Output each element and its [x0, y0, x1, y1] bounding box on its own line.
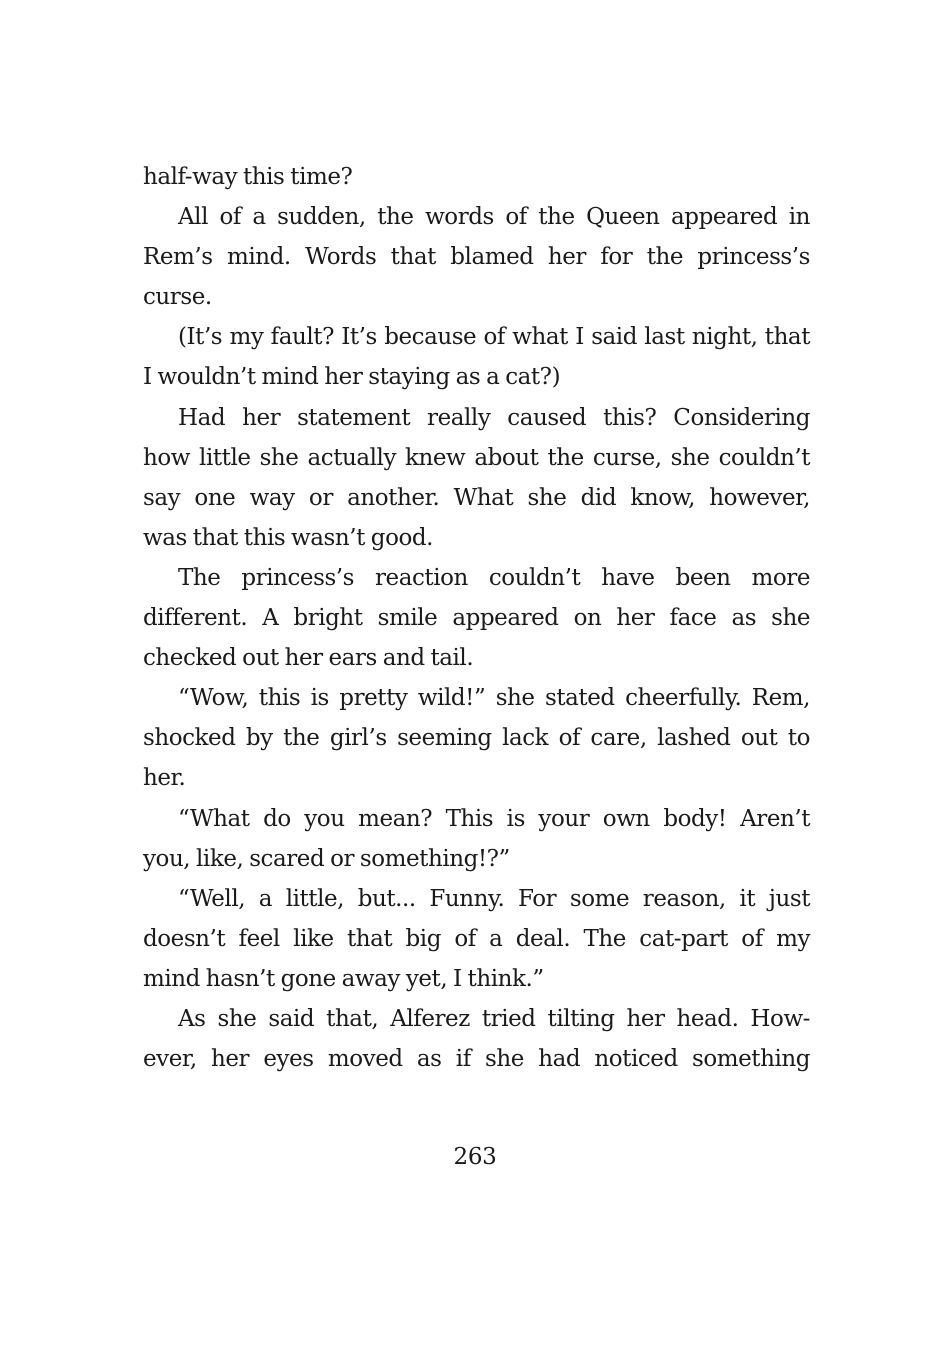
text-line: curse.: [143, 284, 212, 311]
text-line: how little she actually knew about the curse, she couldn’t: [143, 444, 810, 471]
text-line: half-way this time?: [143, 164, 353, 190]
text-line: “Wow, this is pretty wild!” she stated cheerfully. Rem,: [178, 685, 810, 712]
text-line: The princess’s reaction couldn’t have been more: [178, 564, 810, 591]
page-number: 263: [453, 1144, 497, 1170]
text-line: “Well, a little, but... Funny. For some reason, it just: [178, 885, 810, 912]
text-line: mind hasn’t gone away yet, I think.”: [143, 965, 544, 992]
body-text: [143, 157, 810, 1079]
text-line: All of a sudden, the words of the Queen appeared in: [178, 204, 810, 231]
text-line: “What do you mean? This is your own body! Aren’t: [178, 805, 810, 832]
text-line: say one way or another. What she did know, however,: [143, 484, 810, 511]
text-line: different. A bright smile appeared on her face as she: [143, 605, 810, 632]
text-line: Rem’s mind. Words that blamed her for the princess’s: [143, 244, 810, 271]
text-line: ever, her eyes moved as if she had noticed something: [143, 1046, 810, 1073]
text-line: her.: [143, 765, 186, 792]
text-line: I wouldn’t mind her staying as a cat?): [143, 364, 561, 391]
text-line: As she said that, Alferez tried tilting her head. How-: [178, 1005, 810, 1032]
text-line: was that this wasn’t good.: [143, 524, 433, 551]
text-line: doesn’t feel like that big of a deal. The cat-part of my: [143, 925, 810, 952]
text-line: shocked by the girl’s seeming lack of care, lashed out to: [143, 725, 810, 752]
text-line: (It’s my fault? It’s because of what I said last night, that: [178, 324, 810, 351]
text-line: checked out her ears and tail.: [143, 645, 474, 672]
text-line: Had her statement really caused this? Considering: [178, 404, 810, 431]
text-line: you, like, scared or something!?”: [143, 845, 510, 872]
